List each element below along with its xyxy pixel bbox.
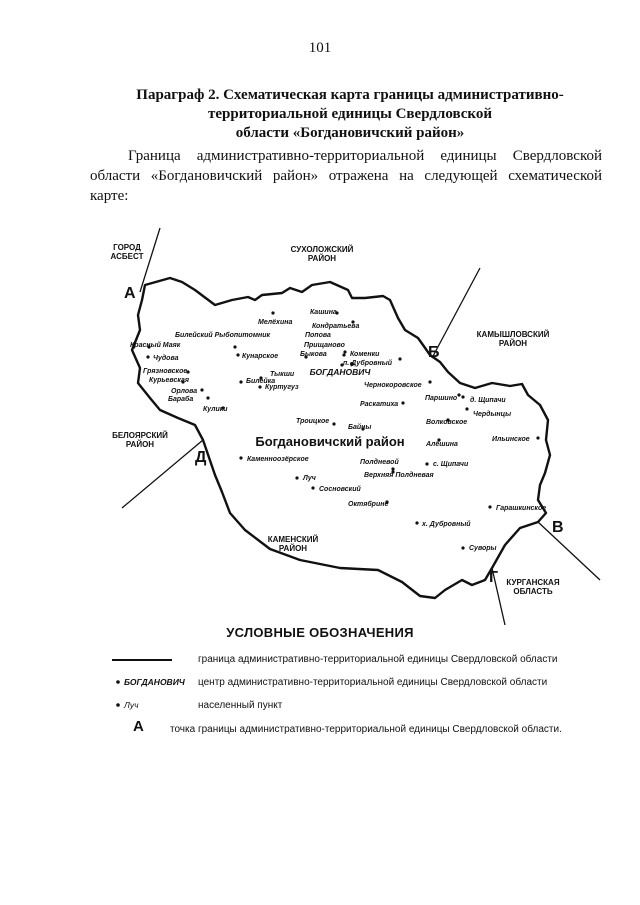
settlement-29-dot — [536, 436, 539, 439]
settlement-4-label: Билейский Рыбопитомник — [175, 332, 271, 339]
settlement-12-label: Чудова — [153, 355, 179, 362]
settlement-23-label: д. Щипачи — [470, 397, 506, 404]
settlement-37-label: Октябрине — [348, 501, 389, 508]
settlement-35-label: Луч — [303, 475, 316, 482]
settlement-20-label: Чернокоровское — [364, 382, 422, 389]
legend-point-desc: точка границы административно-территориальной единицы Свердловской области. — [170, 724, 562, 735]
settlement-16-label: Курьевская — [149, 377, 190, 384]
settlement-1-dot — [271, 311, 274, 314]
settlement-17-dot — [258, 385, 261, 388]
boundary-beloyarsk — [122, 440, 203, 508]
settlement-2-label: Кашина — [310, 309, 337, 316]
settlement-27-label: Троицкое — [296, 418, 330, 425]
legend-border-desc: граница административно-территориальной единицы Свердловской области — [198, 654, 558, 665]
settlement-6-label: Красный Маяк — [130, 342, 181, 349]
boundary-point-d: Д — [195, 449, 207, 466]
settlement-3-label: Кондратьева — [312, 323, 360, 330]
legend-settlement-symbol: Луч — [124, 700, 139, 710]
settlement-34-label: Верхняя Полдневая — [364, 472, 434, 479]
settlement-33-label: с. Щипачи — [433, 461, 469, 468]
district-name: Богдановичский район — [255, 434, 405, 449]
settlement-7-label: Прищаново — [304, 342, 345, 349]
settlement-28-label: Байны — [348, 424, 372, 431]
settlement-30-label: Алёшина — [426, 441, 458, 448]
settlement-24-dot — [401, 401, 404, 404]
neighbor-label-beloyarsk-1: БЕЛОЯРСКИЙ — [112, 431, 168, 440]
settlement-39-label: х. Дубровный — [422, 521, 471, 528]
settlement-39-dot — [415, 521, 418, 524]
neighbor-label-asbest-2: АСБЕСТ — [110, 252, 144, 261]
settlement-11-dot — [398, 357, 401, 360]
neighbor-label-kurgan-1: КУРГАНСКАЯ — [506, 578, 560, 587]
settlement-35-dot — [295, 476, 298, 479]
settlement-19-dot — [206, 396, 209, 399]
settlement-25-label: Чердынцы — [473, 411, 512, 418]
neighbor-label-asbest-1: ГОРОД — [113, 243, 141, 252]
settlement-29-label: Ильинское — [492, 436, 530, 443]
settlement-38-dot — [488, 505, 491, 508]
settlement-13-label: Грязновское — [143, 368, 188, 375]
settlement-17-label: Куртугуз — [265, 384, 299, 391]
page-number: 101 — [308, 40, 332, 56]
settlement-23-dot — [461, 395, 464, 398]
boundary-point-v: В — [552, 519, 564, 536]
settlement-26-label: Волковское — [426, 419, 468, 426]
settlement-14-label: Тыкши — [270, 371, 295, 378]
legend-title: УСЛОВНЫЕ ОБОЗНАЧЕНИЯ — [226, 625, 414, 640]
legend-center-dot — [116, 680, 120, 684]
settlement-10-dot — [343, 350, 346, 353]
neighbor-label-sukholozh-1: СУХОЛОЖСКИЙ — [290, 245, 354, 254]
settlement-21-label: Кулики — [203, 406, 228, 413]
settlement-32-dot — [391, 467, 394, 470]
boundary-point-b: Б — [428, 344, 440, 361]
settlement-33-dot — [425, 462, 428, 465]
settlement-27-dot — [332, 422, 335, 425]
settlement-31-dot — [239, 456, 242, 459]
page-title-line-2: территориальной единицы Свердловской — [208, 106, 492, 122]
settlement-18-label: Орлова — [171, 388, 198, 395]
settlement-15-dot — [239, 380, 242, 383]
neighbor-label-kamyshlov-1: КАМЫШЛОВСКИЙ — [476, 330, 550, 339]
settlement-22-dot — [457, 393, 460, 396]
settlements-layer — [130, 309, 546, 552]
settlement-1-label: Мелёхина — [258, 319, 293, 326]
neighbor-label-sukholozh-2: РАЙОН — [307, 254, 337, 263]
intro-paragraph: Граница административно-территориальной единицы Свердловской области «Богдановичский район» отражена на следующей схематической карте: — [90, 148, 602, 204]
neighbor-label-kamensk-2: РАЙОН — [278, 544, 308, 553]
settlement-8-label: Кунарское — [242, 353, 279, 360]
settlement-10-label: Коменки — [350, 351, 380, 358]
settlement-31-label: Каменноозёрское — [247, 456, 309, 463]
settlement-24-label: Раскатиха — [360, 401, 399, 408]
page-title-line-1: Параграф 2. Схематическая карта границы административно- — [136, 87, 564, 103]
settlement-18-dot — [200, 388, 203, 391]
settlement-5-dot — [342, 353, 345, 356]
settlement-22-label: Паршино — [425, 395, 458, 402]
legend-point-symbol: А — [133, 718, 144, 735]
settlement-4-dot — [233, 345, 236, 348]
settlement-25-dot — [465, 407, 468, 410]
neighbor-label-kurgan-2: ОБЛАСТЬ — [513, 587, 553, 596]
settlement-40-label: Суворы — [469, 545, 497, 552]
legend-center-desc: центр административно-территориальной единицы Свердловской области — [198, 677, 548, 688]
settlement-32-label: Полдневой — [360, 459, 399, 466]
settlement-36-dot — [311, 486, 314, 489]
settlement-9-label: Быкова — [300, 351, 327, 358]
settlement-12-dot — [146, 355, 149, 358]
page-title-line-3: области «Богдановичский район» — [235, 125, 465, 141]
neighbor-label-beloyarsk-2: РАЙОН — [125, 440, 155, 449]
settlement-8-dot — [236, 353, 239, 356]
settlement-11-label: п. Дубровный — [343, 360, 392, 367]
settlement-40-dot — [461, 546, 464, 549]
legend-settlement-dot — [116, 703, 120, 707]
neighbor-label-kamensk-1: КАМЕНСКИЙ — [267, 535, 319, 544]
legend-center-symbol: БОГДАНОВИЧ — [124, 677, 185, 687]
neighbor-label-kamyshlov-2: РАЙОН — [498, 339, 528, 348]
settlement-5-label: Попова — [305, 332, 331, 339]
boundary-point-a: А — [124, 285, 136, 302]
boundary-point-g: Г — [489, 569, 499, 586]
center-label: БОГДАНОВИЧ — [309, 367, 371, 377]
settlement-20-dot — [428, 380, 431, 383]
settlement-15-label: Билейка — [246, 378, 276, 385]
settlement-36-label: Сосновский — [319, 486, 361, 493]
legend-settlement-desc: населенный пункт — [198, 700, 283, 711]
settlement-38-label: Гарашкинское — [496, 505, 547, 512]
boundary-kurgan — [538, 522, 600, 580]
settlement-19-label: Бараба — [168, 396, 194, 403]
